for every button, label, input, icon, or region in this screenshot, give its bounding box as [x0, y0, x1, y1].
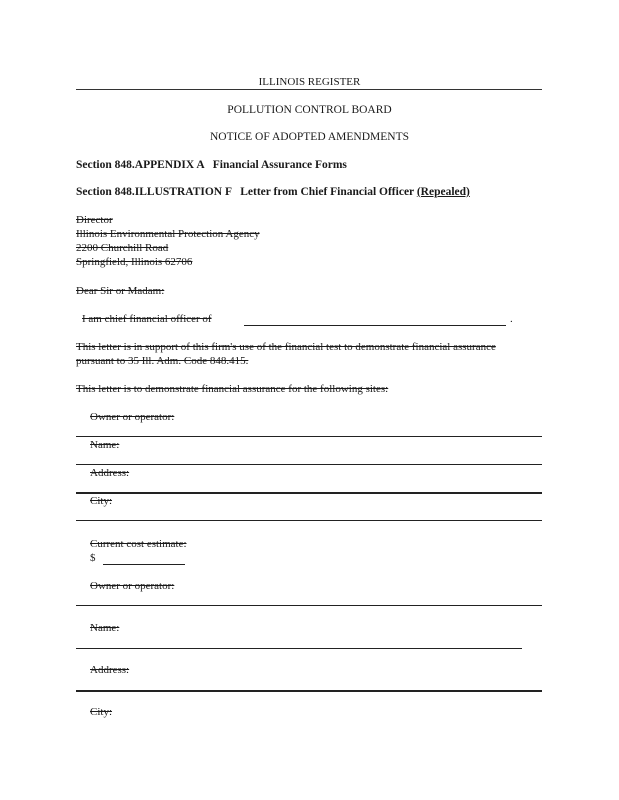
owner-line-1 [76, 436, 542, 437]
cost-estimate-label: Current cost estimate: [90, 538, 187, 550]
owner-operator-label-2: Owner or operator: [90, 580, 175, 592]
repealed-label: (Repealed) [416, 186, 470, 198]
cfo-period: . [510, 313, 513, 325]
illustration-title: Section 848.ILLUSTRATION F Letter from Chief Financial Officer [76, 186, 414, 198]
address-line-2: Illinois Environmental Protection Agency [76, 228, 260, 240]
owner-line-2 [76, 605, 542, 606]
city-label-1: City: [90, 495, 113, 507]
address-line-field-2 [76, 690, 542, 692]
section-illustration-heading [76, 186, 470, 198]
address-line-4: Springfield, Illinois 62706 [76, 256, 193, 268]
address-line-3: 2200 Churchill Road [76, 242, 169, 254]
register-title: ILLINOIS REGISTER [258, 76, 361, 88]
address-label-2: Address: [90, 664, 130, 676]
cfo-statement: I am chief financial officer of [82, 313, 212, 325]
firm-name-blank [244, 325, 506, 326]
support-line-2: pursuant to 35 Ill. Adm. Code 848.415. [76, 355, 249, 367]
cost-blank [103, 564, 185, 565]
name-line-1 [76, 464, 542, 465]
city-line-1 [76, 520, 542, 521]
header-rule [76, 89, 542, 90]
name-label-2: Name: [90, 622, 120, 634]
support-line-1: This letter is in support of this firm's use of the financial test to demonstrate financial assurance [76, 341, 496, 353]
notice-title: NOTICE OF ADOPTED AMENDMENTS [209, 131, 410, 143]
section-appendix-heading: Section 848.APPENDIX A Financial Assurance Forms [76, 159, 347, 171]
address-line-field-1 [76, 492, 542, 494]
name-line-2 [76, 648, 522, 649]
board-title: POLLUTION CONTROL BOARD [227, 104, 392, 116]
name-label-1: Name: [90, 439, 120, 451]
dollar-sign: $ [90, 552, 96, 564]
city-label-2: City: [90, 706, 113, 718]
owner-operator-label-1: Owner or operator: [90, 411, 175, 423]
salutation: Dear Sir or Madam: [76, 285, 165, 297]
address-label-1: Address: [90, 467, 130, 479]
sites-intro: This letter is to demonstrate financial assurance for the following sites: [76, 383, 389, 395]
address-line-1: Director [76, 214, 113, 226]
